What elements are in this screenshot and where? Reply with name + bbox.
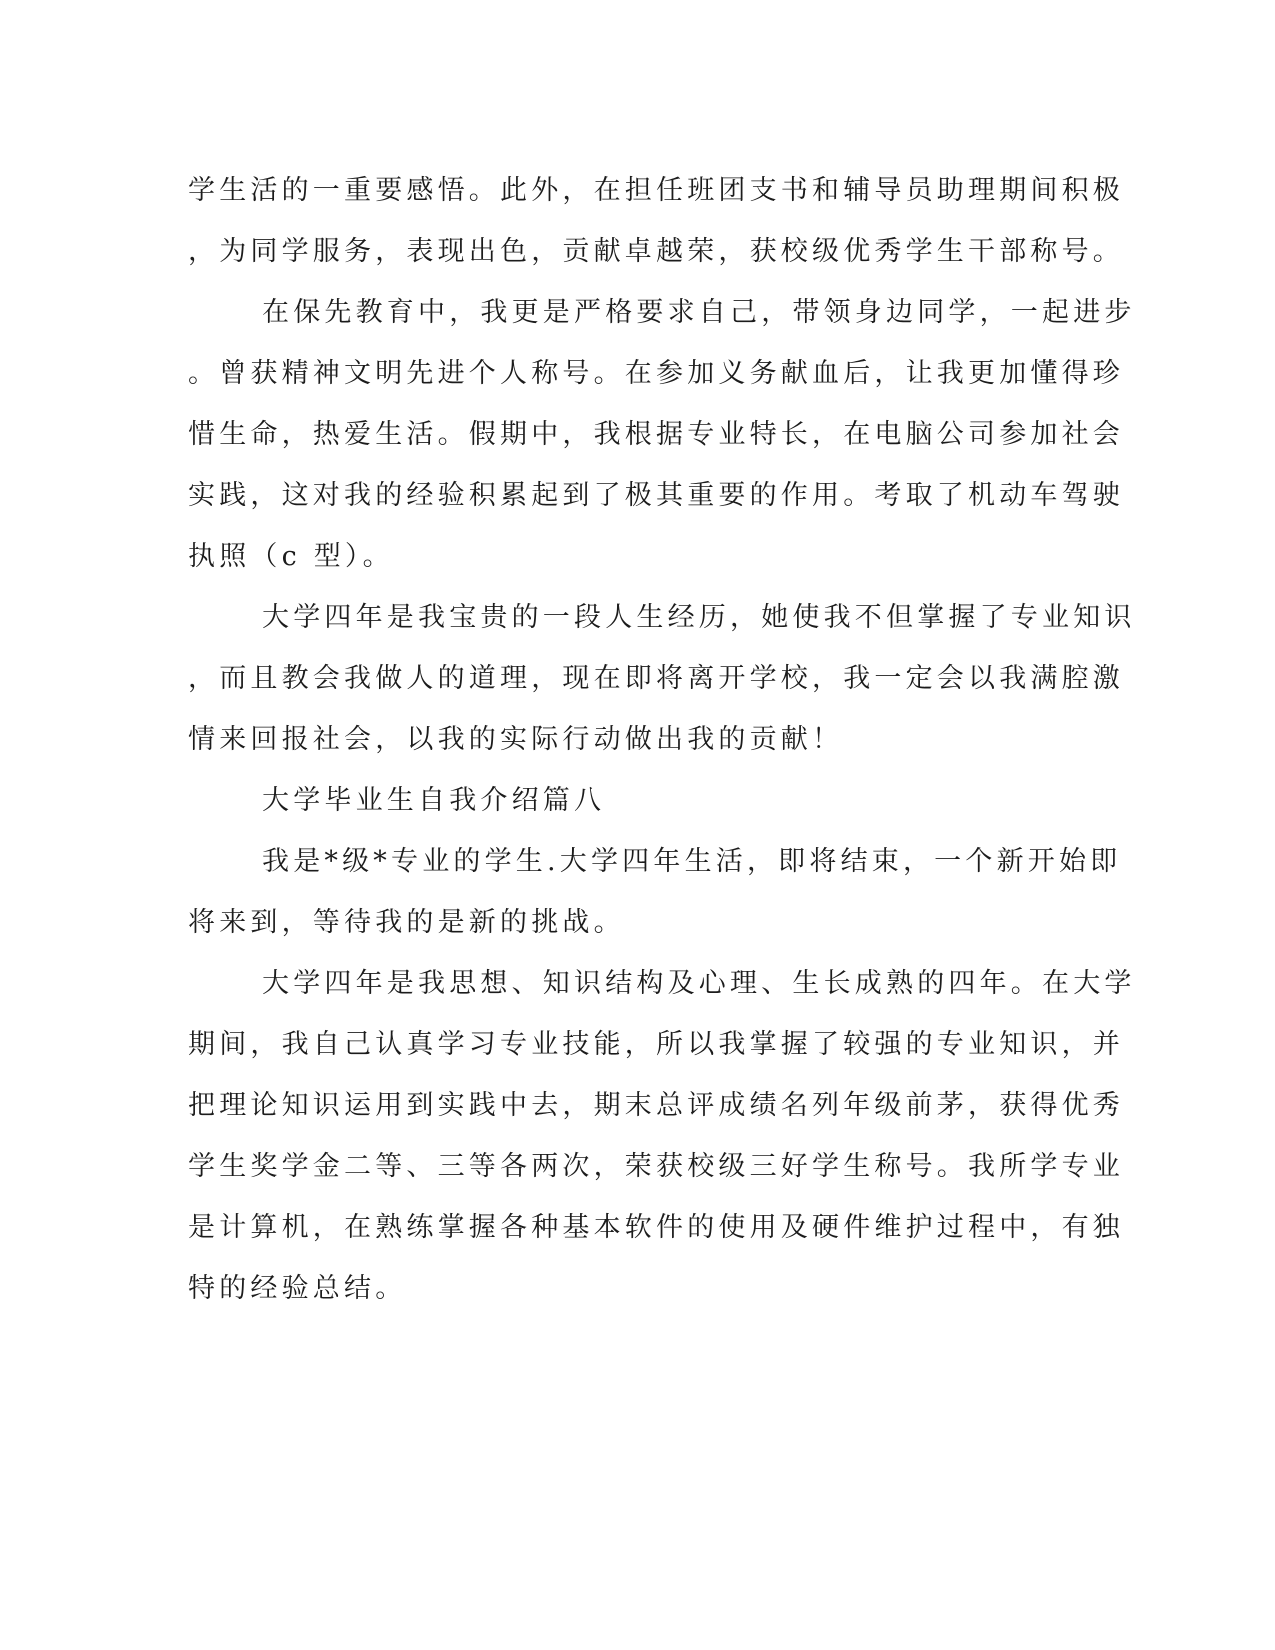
text-line: 学生活的一重要感悟。此外，在担任班团支书和辅导员助理期间积极 (188, 175, 1124, 206)
paragraph-start-line: 大学四年是我宝贵的一段人生经历，她使我不但掌握了专业知识 (262, 602, 1136, 633)
text-line: 期间，我自己认真学习专业技能，所以我掌握了较强的专业知识，并 (188, 1029, 1124, 1060)
paragraph-start-line: 在保先教育中，我更是严格要求自己，带领身边同学，一起进步 (262, 297, 1136, 328)
text-line: 特的经验总结。 (188, 1273, 407, 1304)
text-line: 将来到，等待我的是新的挑战。 (188, 907, 625, 938)
document-body (188, 160, 1136, 1319)
text-line: 。曾获精神文明先进个人称号。在参加义务献血后，让我更加懂得珍 (188, 358, 1124, 389)
text-line: 实践，这对我的经验积累起到了极其重要的作用。考取了机动车驾驶 (188, 480, 1124, 511)
text-line: 惜生命，热爱生活。假期中，我根据专业特长，在电脑公司参加社会 (188, 419, 1124, 450)
text-line: 是计算机，在熟练掌握各种基本软件的使用及硬件维护过程中，有独 (188, 1212, 1124, 1243)
text-line: 情来回报社会，以我的实际行动做出我的贡献！ (188, 724, 844, 755)
text-line: ，而且教会我做人的道理，现在即将离开学校，我一定会以我满腔激 (188, 663, 1124, 694)
text-line: 把理论知识运用到实践中去，期末总评成绩名列年级前茅，获得优秀 (188, 1090, 1124, 1121)
text-line: ，为同学服务，表现出色，贡献卓越荣，获校级优秀学生干部称号。 (188, 236, 1124, 267)
text-line: 执照（c 型）。 (188, 541, 394, 572)
paragraph-start-line: 我是*级*专业的学生.大学四年生活，即将结束，一个新开始即 (262, 846, 1122, 877)
paragraph-start-line: 大学四年是我思想、知识结构及心理、生长成熟的四年。在大学 (262, 968, 1136, 999)
section-heading: 大学毕业生自我介绍篇八 (262, 785, 606, 816)
text-line: 学生奖学金二等、三等各两次，荣获校级三好学生称号。我所学专业 (188, 1151, 1124, 1182)
